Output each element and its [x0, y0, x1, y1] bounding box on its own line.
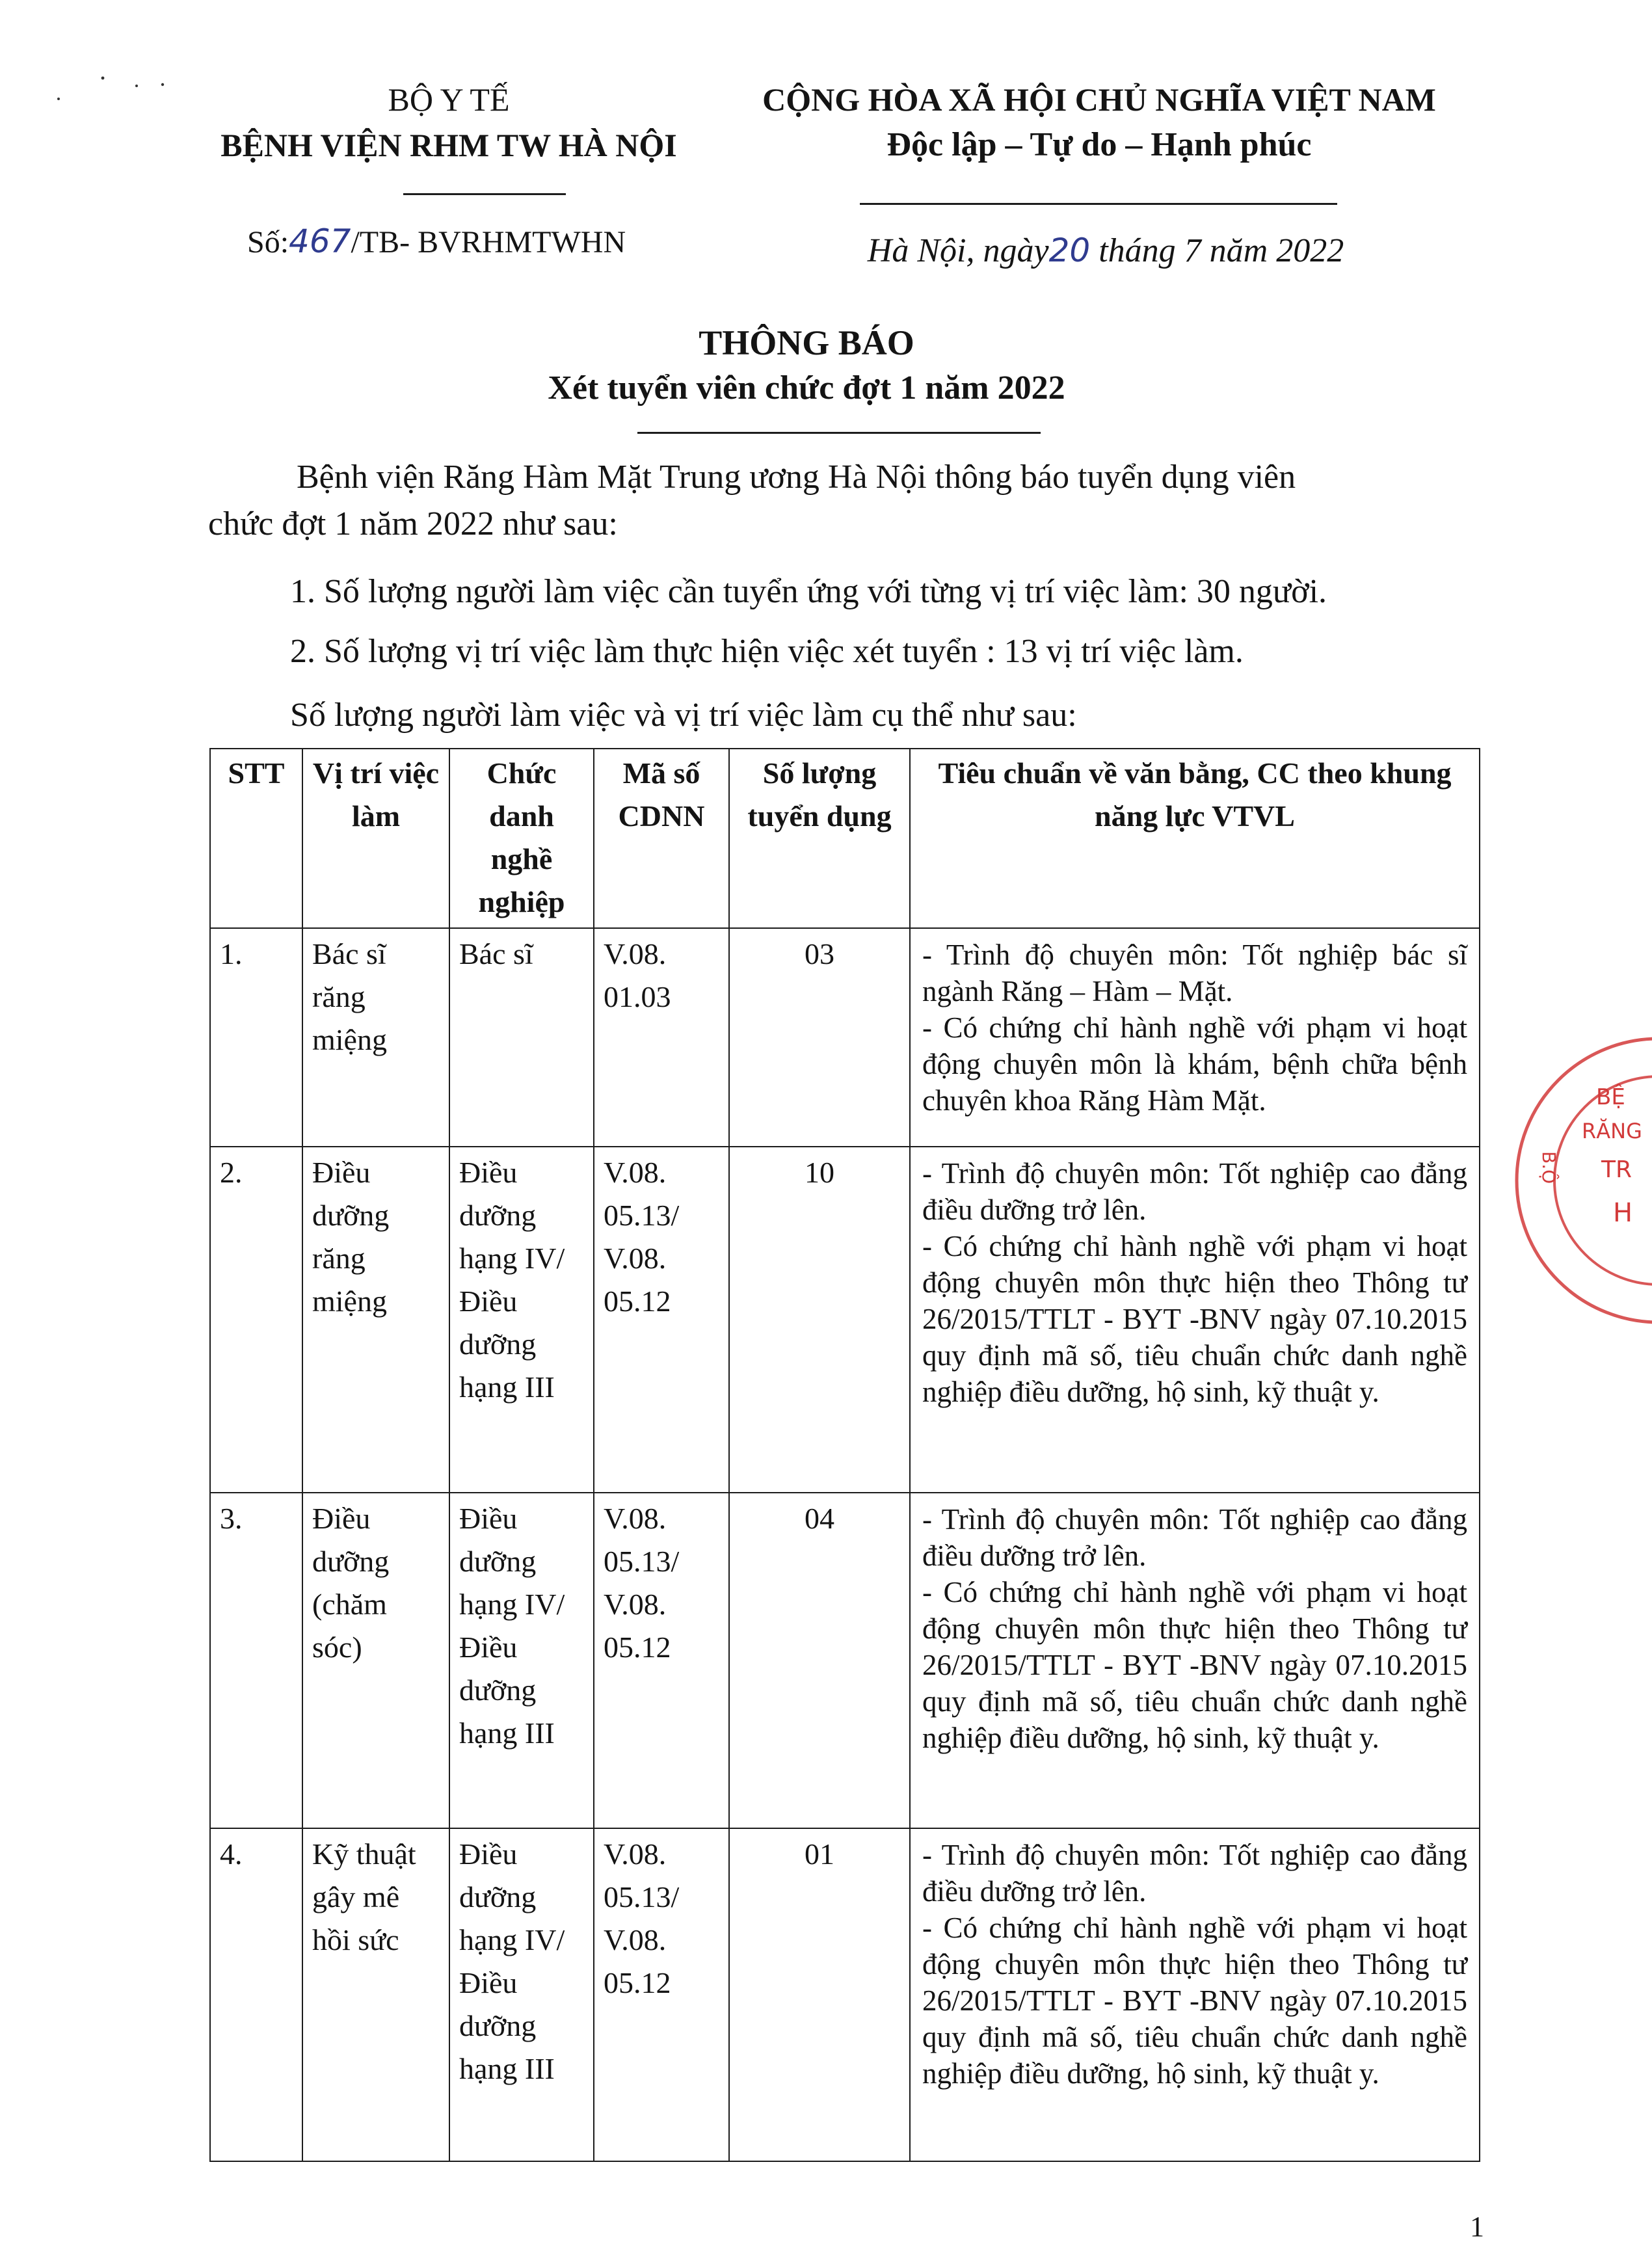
cell-requirements — [910, 1147, 1480, 1493]
cell-title: Điều dưỡng hạng IV/ Điều dưỡng hạng III — [449, 1493, 594, 1828]
issuer-underline — [403, 193, 566, 195]
cell-stt: 1. — [210, 928, 302, 1147]
requirement-line: - Có chứng chỉ hành nghề với phạm vi hoạt động chuyên môn là khám, bệnh chữa bệnh chuyên khoa Răng Hàm Mặt. — [922, 1011, 1467, 1117]
header-code: Mã số CDNN — [594, 749, 729, 928]
cell-quantity: 01 — [729, 1828, 910, 2161]
requirement-line: - Có chứng chỉ hành nghề với phạm vi hoạt động chuyên môn thực hiện theo Thông tư 26/2015/TTLT - BYT -BNV ngày 07.10.2015 quy định mã số, tiêu chuẩn chức danh nghề nghiệp điều dưỡng, hộ sinh, kỹ thuật y. — [922, 1912, 1467, 2090]
item-3: Số lượng người làm việc và vị trí việc làm cụ thể như sau: — [290, 697, 1077, 734]
item-1: 1. Số lượng người làm việc cần tuyển ứng với từng vị trí việc làm: 30 người. — [290, 573, 1327, 610]
date-suffix: tháng 7 năm 2022 — [1090, 232, 1344, 269]
positions-table — [209, 748, 1480, 2162]
cell-code: V.08. 05.13/ V.08. 05.12 — [594, 1147, 729, 1493]
cell-position: Bác sĩ răng miệng — [302, 928, 449, 1147]
header-stt: STT — [210, 749, 302, 928]
hospital-stamp — [1509, 1054, 1652, 1314]
requirement-line: - Trình độ chuyên môn: Tốt nghiệp cao đẳng điều dưỡng trở lên. — [922, 1503, 1467, 1572]
requirement-line: - Có chứng chỉ hành nghề với phạm vi hoạt động chuyên môn thực hiện theo Thông tư 26/2015/TTLT - BYT -BNV ngày 07.10.2015 quy định mã số, tiêu chuẩn chức danh nghề nghiệp điều dưỡng, hộ sinh, kỹ thuật y. — [922, 1576, 1467, 1754]
intro-line-2: chức đợt 1 năm 2022 như sau: — [208, 505, 618, 542]
cell-stt: 2. — [210, 1147, 302, 1493]
scan-speckles — [39, 59, 169, 137]
cell-title: Điều dưỡng hạng IV/ Điều dưỡng hạng III — [449, 1828, 594, 2161]
document-title: THÔNG BÁO — [699, 323, 914, 362]
header-title: Chức danh nghề nghiệp — [449, 749, 594, 928]
national-header — [702, 77, 1496, 168]
date-prefix: Hà Nội, ngày — [867, 232, 1049, 269]
requirement-line: - Trình độ chuyên môn: Tốt nghiệp bác sĩ ngành Răng – Hàm – Mặt. — [922, 939, 1467, 1007]
cell-position: Kỹ thuật gây mê hồi sức — [302, 1828, 449, 2161]
cell-code: V.08. 05.13/ V.08. 05.12 — [594, 1828, 729, 2161]
stamp-side-text: B.Ộ — [1538, 1151, 1560, 1184]
requirement-line: - Có chứng chỉ hành nghề với phạm vi hoạt động chuyên môn thực hiện theo Thông tư 26/2015/TTLT - BYT -BNV ngày 07.10.2015 quy định mã số, tiêu chuẩn chức danh nghề nghiệp điều dưỡng, hộ sinh, kỹ thuật y. — [922, 1230, 1467, 1408]
table-header-row — [210, 749, 1480, 928]
national-motto: Độc lập – Tự do – Hạnh phúc — [886, 126, 1312, 163]
table-row — [210, 1147, 1480, 1493]
cell-stt: 3. — [210, 1493, 302, 1828]
cell-title: Điều dưỡng hạng IV/ Điều dưỡng hạng III — [449, 1147, 594, 1493]
document-number — [247, 219, 626, 265]
stamp-text-4: H — [1613, 1198, 1633, 1228]
cell-position: Điều dưỡng răng miệng — [302, 1147, 449, 1493]
header-requirements: Tiêu chuẩn về văn bằng, CC theo khung năng lực VTVL — [910, 749, 1480, 928]
doc-no-prefix: Số: — [247, 225, 289, 260]
intro-line-1: Bệnh viện Răng Hàm Mặt Trung ương Hà Nội thông báo tuyển dụng viên — [297, 459, 1296, 496]
issue-date — [741, 228, 1470, 274]
requirement-line: - Trình độ chuyên môn: Tốt nghiệp cao đẳng điều dưỡng trở lên. — [922, 1157, 1467, 1226]
header-quantity: Số lượng tuyển dụng — [729, 749, 910, 928]
cell-quantity: 04 — [729, 1493, 910, 1828]
date-day-handwritten: 20 — [1048, 232, 1091, 269]
cell-position: Điều dưỡng (chăm sóc) — [302, 1493, 449, 1828]
hospital-name: BỆNH VIỆN RHM TW HÀ NỘI — [220, 127, 677, 163]
table-row — [210, 1828, 1480, 2161]
cell-requirements — [910, 1828, 1480, 2161]
stamp-text-1: BỆ — [1596, 1084, 1625, 1110]
issuer-block — [163, 77, 735, 168]
cell-requirements — [910, 1493, 1480, 1828]
cell-requirements — [910, 928, 1480, 1147]
doc-no-handwritten: 467 — [289, 222, 351, 260]
item-2: 2. Số lượng vị trí việc làm thực hiện việc xét tuyển : 13 vị trí việc làm. — [290, 633, 1244, 670]
country-name: CỘNG HÒA XÃ HỘI CHỦ NGHĨA VIỆT NAM — [762, 81, 1436, 118]
cell-stt: 4. — [210, 1828, 302, 2161]
header-position: Vị trí việc làm — [302, 749, 449, 928]
table-row — [210, 1493, 1480, 1828]
page-number: 1 — [1470, 2211, 1484, 2243]
cell-code: V.08. 05.13/ V.08. 05.12 — [594, 1493, 729, 1828]
doc-no-suffix: /TB- BVRHMTWHN — [351, 225, 626, 260]
cell-title: Bác sĩ — [449, 928, 594, 1147]
ministry-name: BỘ Y TẾ — [388, 81, 510, 118]
cell-code: V.08. 01.03 — [594, 928, 729, 1147]
motto-underline — [860, 203, 1337, 205]
stamp-text-3: TR — [1601, 1156, 1632, 1183]
stamp-text-2: RĂNG — [1582, 1119, 1642, 1143]
document-subtitle: Xét tuyển viên chức đợt 1 năm 2022 — [548, 369, 1065, 407]
title-underline — [637, 432, 1041, 434]
table-row — [210, 928, 1480, 1147]
cell-quantity: 03 — [729, 928, 910, 1147]
requirement-line: - Trình độ chuyên môn: Tốt nghiệp cao đẳng điều dưỡng trở lên. — [922, 1839, 1467, 1908]
cell-quantity: 10 — [729, 1147, 910, 1493]
